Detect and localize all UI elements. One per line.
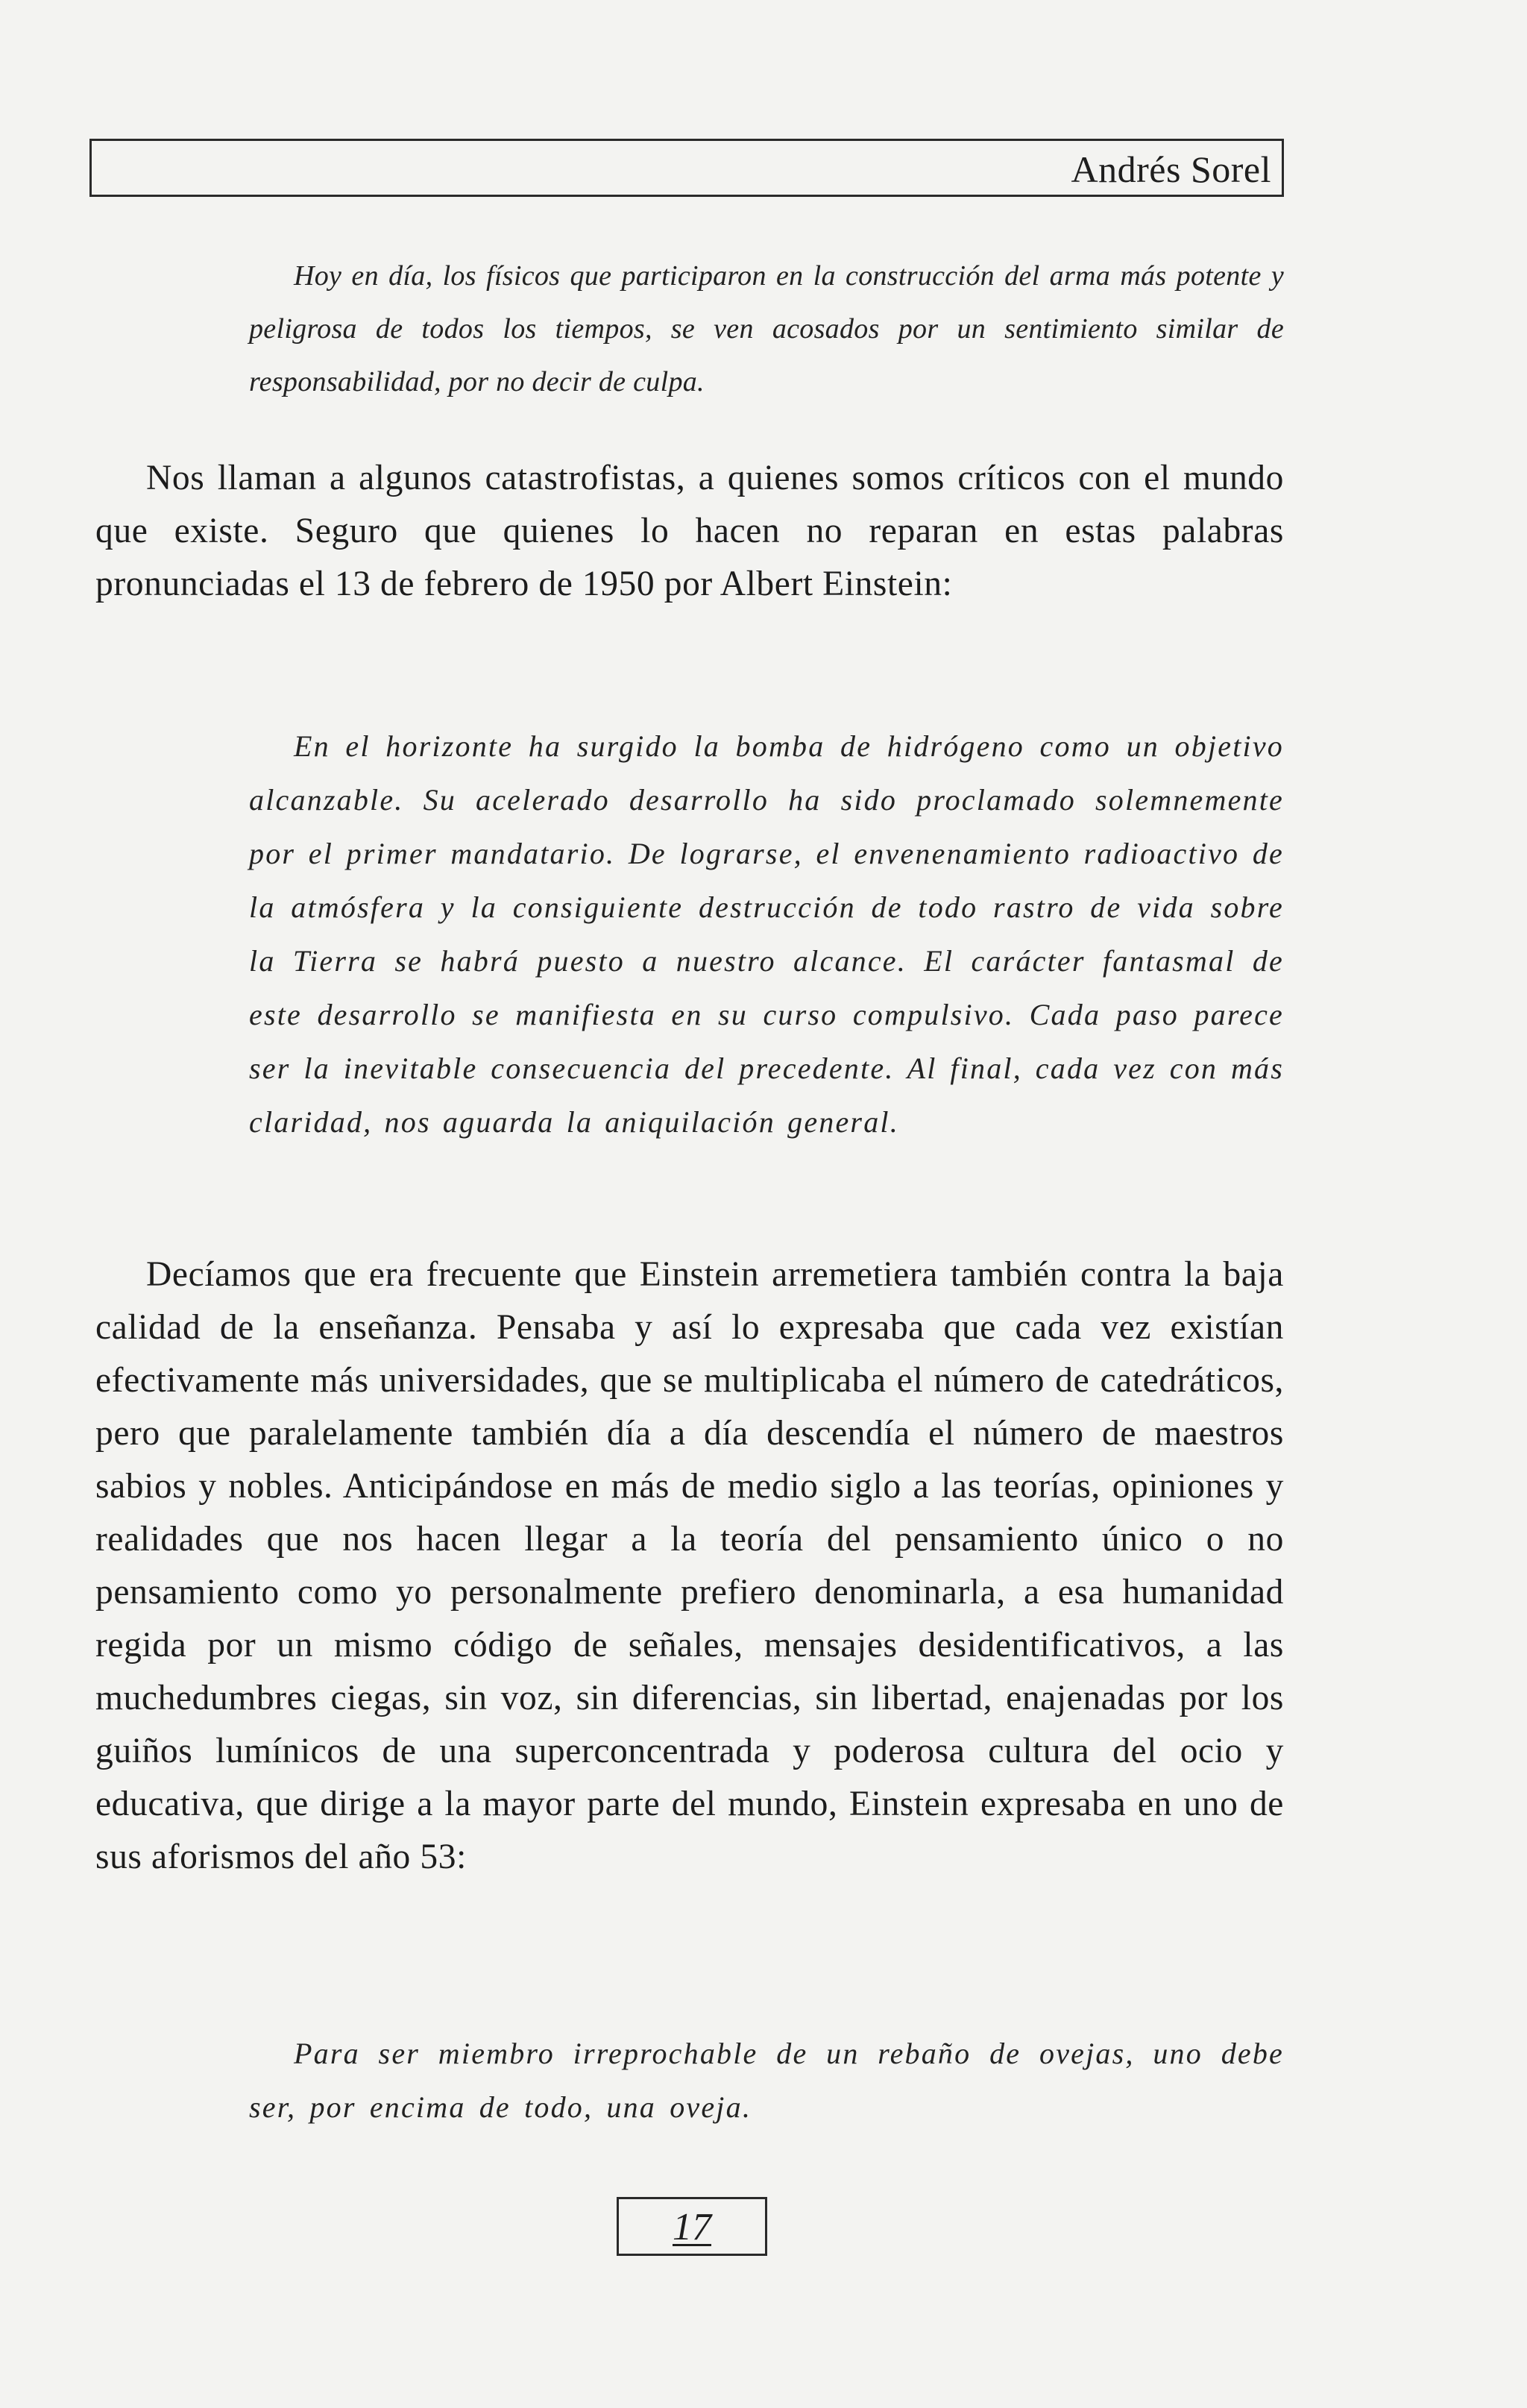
einstein-aphorism-quote bbox=[249, 2027, 1284, 2134]
header-author: Andrés Sorel bbox=[1071, 148, 1271, 190]
body-paragraph-2 bbox=[95, 1248, 1284, 1884]
epigraph-text: Hoy en día, los físicos que participaron en la construcción del arma más potente y peligrosa de todos los tiempos, se ven acosados por un sentimiento similar de responsabilidad, por no decir de culpa. bbox=[249, 260, 1284, 397]
page-number-box bbox=[617, 2197, 767, 2256]
epigraph-quote bbox=[249, 250, 1284, 409]
page-number: 17 bbox=[673, 2206, 711, 2248]
running-header bbox=[89, 139, 1284, 197]
paragraph-education: Decíamos que era frecuente que Einstein arremetiera también contra la baja calidad de la enseñanza. Pensaba y así lo expresaba que cada vez existían efectivamente más universidades, que se multiplicaba el número de catedráticos, pero que paralelamente también día a día descendía el número de maestros sabios y nobles. Anticipándose en más de medio siglo a las teorías, opiniones y realidades que nos hacen llegar a la teoría del pensamiento único o no pensamiento como yo personalmente prefiero denominarla, a esa humanidad regida por un mismo código de señales, mensajes desidentificativos, a las muchedumbres ciegas, sin voz, sin diferencias, sin libertad, enajenadas por los guiños lumínicos de una superconcentrada y poderosa cultura del ocio y educativa, que dirige a la mayor parte del mundo, Einstein expresaba en uno de sus aforismos del año 53: bbox=[95, 1255, 1284, 1876]
hydrogen-quote-text: En el horizonte ha surgido la bomba de hidrógeno como un objetivo alcanzable. Su acelerado desarrollo ha sido proclamado solemnemente por el primer mandatario. De lograrse, el envenenamiento radioactivo de la atmósfera y la consiguiente destrucción de todo rastro de vida sobre la Tierra se habrá puesto a nuestro alcance. El carácter fantasmal de este desarrollo se manifiesta en su curso compulsivo. Cada paso parece ser la inevitable consecuencia del precedente. Al final, cada vez con más claridad, nos aguarda la aniquilación general. bbox=[249, 729, 1284, 1139]
einstein-hydrogen-quote bbox=[249, 720, 1284, 1149]
paragraph-catastrophists: Nos llaman a algunos catastrofistas, a quienes somos críticos con el mundo que existe. Seguro que quienes lo hacen no reparan en estas palabras pronunciadas el 13 de febrero de 1950 por Albert Einstein: bbox=[95, 459, 1284, 603]
aphorism-text: Para ser miembro irreprochable de un rebaño de ovejas, uno debe ser, por encima de todo, una oveja. bbox=[249, 2037, 1284, 2124]
body-paragraph-1 bbox=[95, 452, 1284, 611]
